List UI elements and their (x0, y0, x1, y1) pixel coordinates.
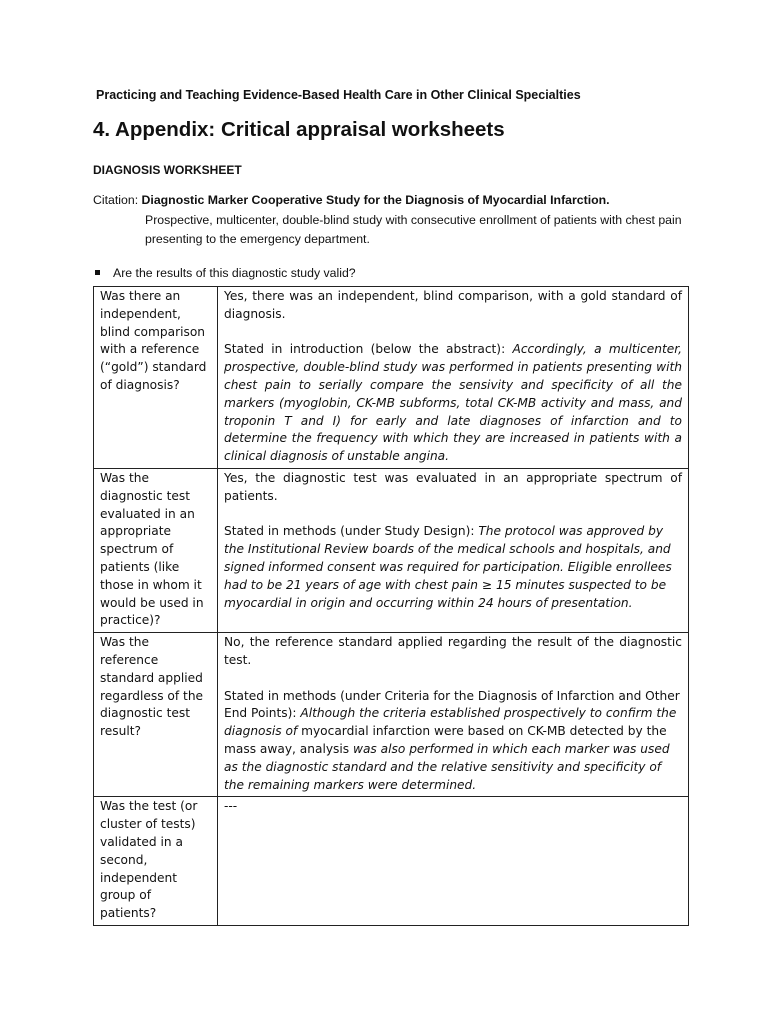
quote-text: Accordingly, a multicenter, prospective, double-blind study was performed in patients presenting with chest pain to serially compare the sensivity and specificity of all the markers (myoglobin, CK-MB subforms, total CK-MB activity and mass, and troponin T and I) for early and late diagnoses of infarction and to determine the frequency with which they are increased in patients with a clinical diagnosis of unstable angina. (224, 342, 682, 464)
page-title: 4. Appendix: Critical appraisal worksheets (93, 118, 505, 141)
quote-text: Although the criteria established prospectively to confirm the diagnosis of (224, 706, 677, 739)
validity-question (93, 266, 356, 280)
citation-title: Diagnostic Marker Cooperative Study for the Diagnosis of Myocardial Infarction. (141, 193, 610, 207)
quote-plain-text: myocardial infarction were based on CK-MB detected by the mass away, analysis (224, 724, 667, 756)
citation-label: Citation: (93, 193, 142, 207)
table-row (94, 797, 689, 926)
evidence-quote (224, 523, 682, 612)
quote-source-label: Stated in introduction (below the abstract): (224, 342, 513, 357)
question-cell: Was the reference standard applied regardless of the diagnostic test result? (94, 633, 218, 797)
validity-question-text: Are the results of this diagnostic study valid? (113, 266, 356, 280)
answer-text: Yes, there was an independent, blind comparison, with a gold standard of diagnosis. (224, 289, 682, 321)
bullet-square-icon (95, 270, 100, 275)
quote-source-label: Stated in methods (under Criteria for the Diagnosis of Infarction and Other End Points): (224, 688, 680, 721)
quote-source-label: Stated in methods (under Study Design): (224, 524, 479, 539)
answer-text: No, the reference standard applied regarding the result of the diagnostic test. (224, 635, 682, 667)
table-row (94, 633, 689, 797)
question-cell: Was there an independent, blind comparison with a reference (“gold”) standard of diagnosis? (94, 287, 218, 469)
answer-cell (218, 633, 689, 797)
running-head: Practicing and Teaching Evidence-Based Health Care in Other Clinical Specialties (96, 88, 581, 102)
table-row (94, 468, 689, 632)
evidence-quote (224, 688, 682, 795)
citation-description: Prospective, multicenter, double-blind study with consecutive enrollment of patients with chest pain presenting to the emergency department. (145, 212, 682, 246)
answer-text: Yes, the diagnostic test was evaluated in an appropriate spectrum of patients. (224, 470, 682, 503)
answer-cell (218, 468, 689, 632)
question-cell: Was the diagnostic test evaluated in an appropriate spectrum of patients (like those in whom it would be used in practice)? (94, 468, 218, 632)
quote-text: was also performed in which each marker was used as the diagnostic standard and the relative sensitivity and specificity of the remaining markers were determined. (224, 741, 670, 792)
evidence-quote (224, 341, 682, 466)
answer-cell (218, 287, 689, 469)
quote-text: The protocol was approved by the Institutional Review boards of the medical schools and hospitals, and signed informed consent was required for participation. Eligible enrollees had to be 21 years of age with chest pain ≥ 15 minutes suspected to be myocardial in origin and occurring within 24 hours of presentation. (224, 524, 672, 610)
appraisal-table (93, 286, 689, 926)
table-row (94, 287, 689, 469)
answer-cell: --- (218, 797, 689, 926)
question-cell: Was the test (or cluster of tests) validated in a second, independent group of patients? (94, 797, 218, 926)
section-label: DIAGNOSIS WORKSHEET (93, 163, 242, 177)
citation-block (93, 191, 693, 250)
